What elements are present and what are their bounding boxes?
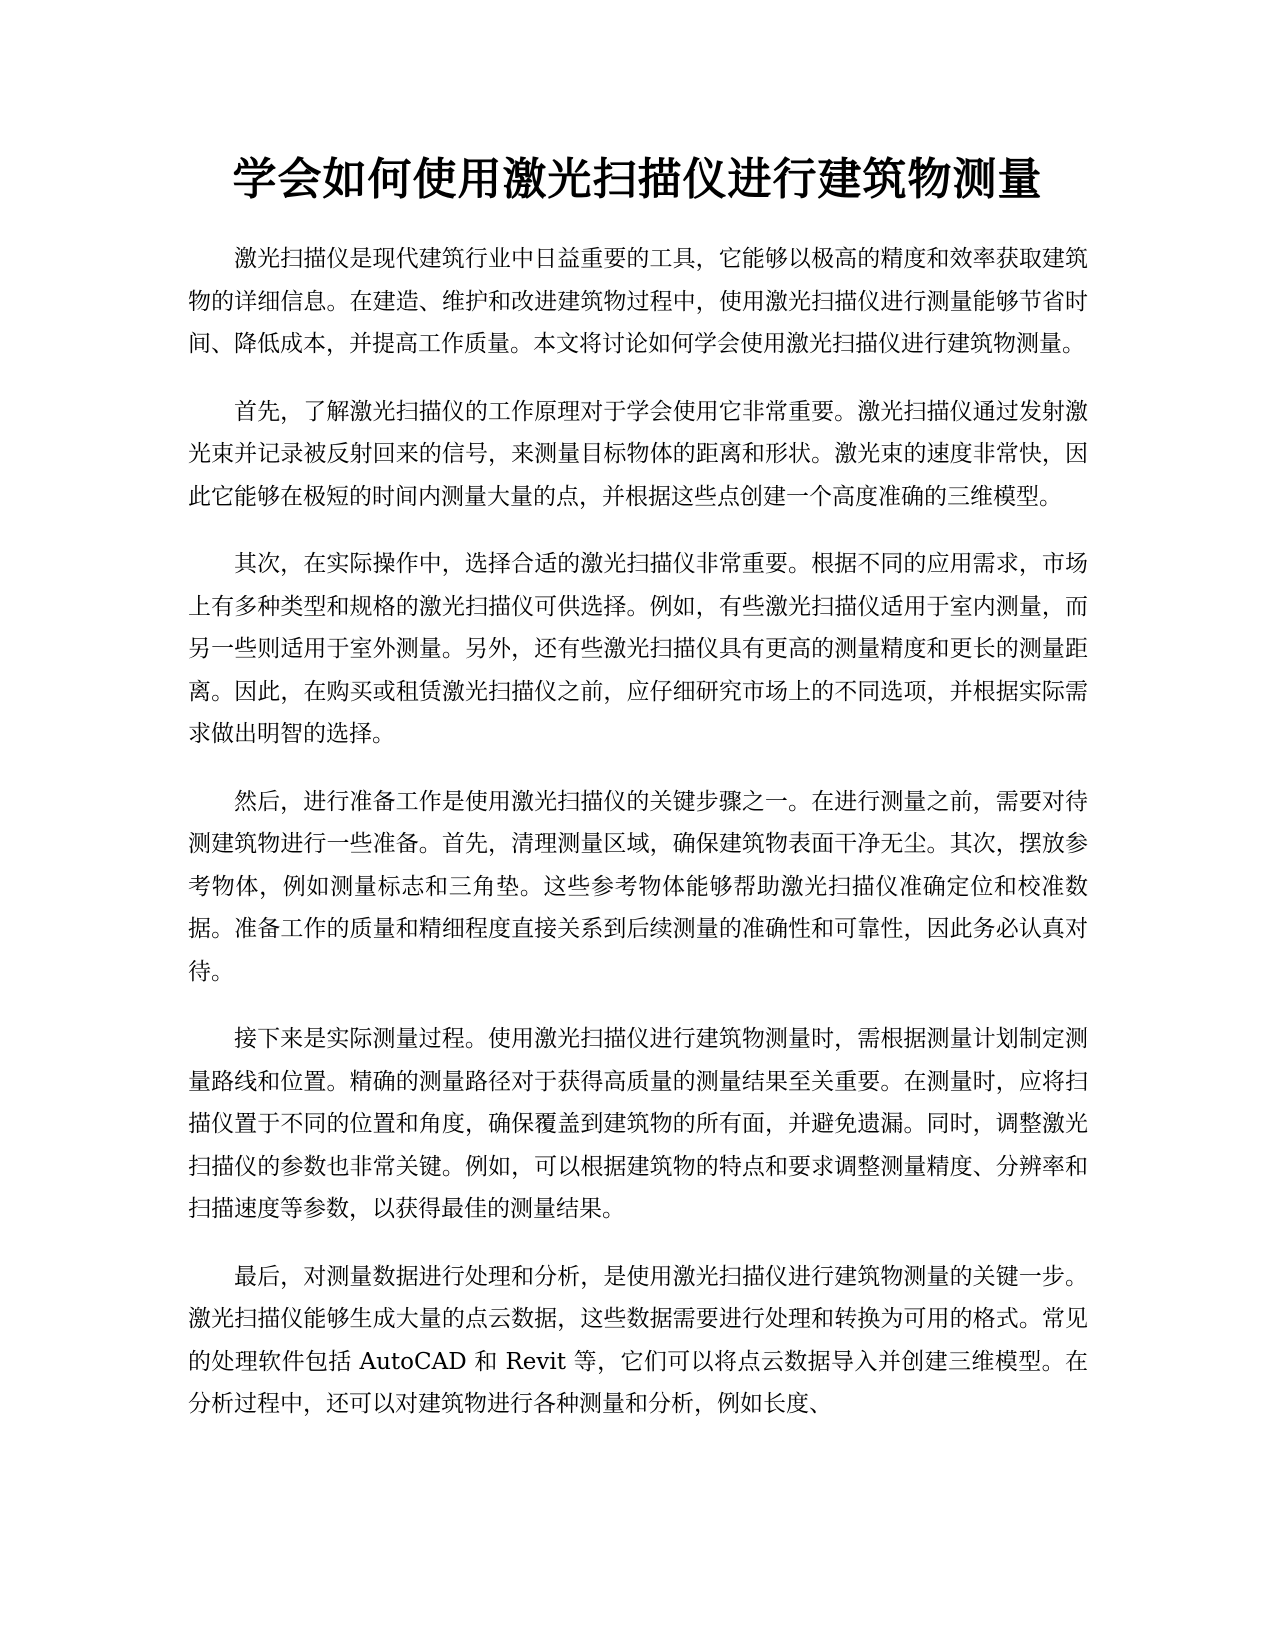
paragraph-principle: 首先，了解激光扫描仪的工作原理对于学会使用它非常重要。激光扫描仪通过发射激光束并记录被反射回来的信号，来测量目标物体的距离和形状。激光束的速度非常快，因此它能够在极短的时间内测量大量的点，并根据这些点创建一个高度准确的三维模型。 [188, 398, 1088, 510]
document-title: 学会如何使用激光扫描仪进行建筑物测量 [232, 154, 1043, 205]
document-body [188, 238, 1088, 1451]
paragraph-selection: 其次，在实际操作中，选择合适的激光扫描仪非常重要。根据不同的应用需求，市场上有多种类型和规格的激光扫描仪可供选择。例如，有些激光扫描仪适用于室内测量，而另一些则适用于室外测量。另外，还有些激光扫描仪具有更高的测量精度和更长的测量距离。因此，在购买或租赁激光扫描仪之前，应仔细研究市场上的不同选项，并根据实际需求做出明智的选择。 [188, 551, 1088, 747]
paragraph-intro: 激光扫描仪是现代建筑行业中日益重要的工具，它能够以极高的精度和效率获取建筑物的详细信息。在建造、维护和改进建筑物过程中，使用激光扫描仪进行测量能够节省时间、降低成本，并提高工作质量。本文将讨论如何学会使用激光扫描仪进行建筑物测量。 [188, 246, 1088, 357]
paragraph-preparation: 然后，进行准备工作是使用激光扫描仪的关键步骤之一。在进行测量之前，需要对待测建筑物进行一些准备。首先，清理测量区域，确保建筑物表面干净无尘。其次，摆放参考物体，例如测量标志和三角垫。这些参考物体能够帮助激光扫描仪准确定位和校准数据。准备工作的质量和精细程度直接关系到后续测量的准确性和可靠性，因此务必认真对待。 [188, 788, 1088, 985]
paragraph-processing: 最后，对测量数据进行处理和分析，是使用激光扫描仪进行建筑物测量的关键一步。激光扫描仪能够生成大量的点云数据，这些数据需要进行处理和转换为可用的格式。常见的处理软件包括 AutoCAD 和 Revit 等，它们可以将点云数据导入并创建三维模型。在分析过程中，还可以对建筑物进行各种测量和分析，例如长度、 [188, 1263, 1088, 1417]
paragraph-measurement: 接下来是实际测量过程。使用激光扫描仪进行建筑物测量时，需根据测量计划制定测量路线和位置。精确的测量路径对于获得高质量的测量结果至关重要。在测量时，应将扫描仪置于不同的位置和角度，确保覆盖到建筑物的所有面，并避免遗漏。同时，调整激光扫描仪的参数也非常关键。例如，可以根据建筑物的特点和要求调整测量精度、分辨率和扫描速度等参数，以获得最佳的测量结果。 [188, 1026, 1088, 1222]
